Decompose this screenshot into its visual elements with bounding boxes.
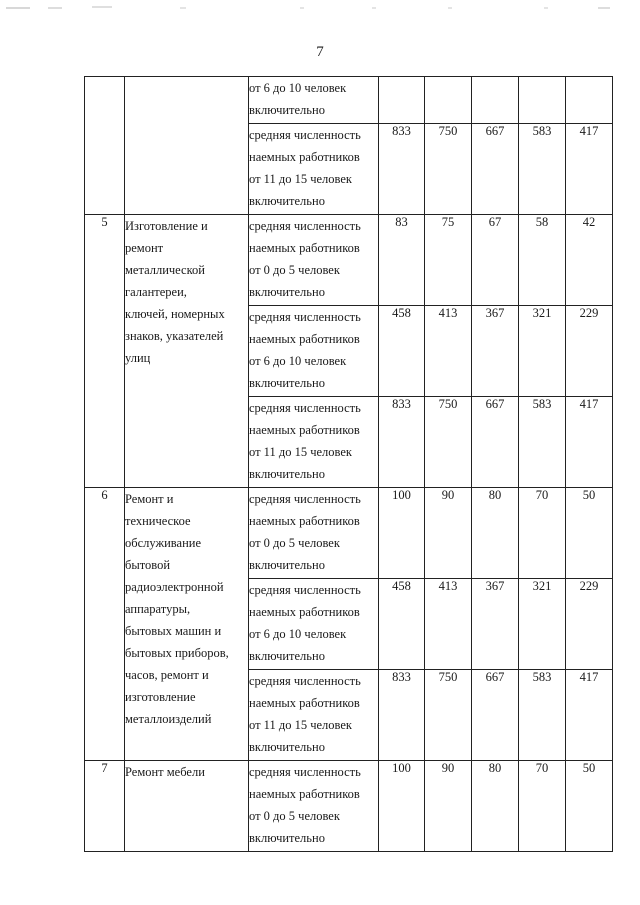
table-row — [85, 77, 613, 124]
table-row — [85, 761, 613, 852]
employee-count-criterion-cell — [249, 77, 379, 124]
criterion-line: наемных работников — [249, 787, 360, 801]
activity-name-line: радиоэлектронной — [125, 580, 224, 594]
criterion-line: включительно — [249, 285, 325, 299]
criterion-line: средняя численность — [249, 401, 361, 415]
activity-name-line: галантереи, — [125, 285, 187, 299]
rate-value-cell: 417 — [566, 670, 613, 761]
rate-value-cell: 90 — [425, 488, 472, 579]
criterion-line: наемных работников — [249, 332, 360, 346]
criterion-line: от 0 до 5 человек — [249, 809, 340, 823]
criterion-line: средняя численность — [249, 492, 361, 506]
criterion-line: от 11 до 15 человек — [249, 445, 352, 459]
criterion-line: включительно — [249, 194, 325, 208]
rate-value-cell: 413 — [425, 579, 472, 670]
activity-name-line: металлоизделий — [125, 712, 212, 726]
rate-value-cell: 367 — [472, 579, 519, 670]
employee-count-criterion-cell — [249, 124, 379, 215]
employee-count-criterion-cell — [249, 215, 379, 306]
criterion-line: включительно — [249, 103, 325, 117]
criterion-line: средняя численность — [249, 583, 361, 597]
rate-value-cell: 667 — [472, 670, 519, 761]
table-row — [85, 215, 613, 306]
activity-name-line: Изготовление и — [125, 219, 208, 233]
rate-value-cell — [425, 77, 472, 124]
rate-value-cell — [472, 77, 519, 124]
activity-name-cell — [125, 488, 249, 761]
rate-value-cell — [379, 77, 425, 124]
employee-count-criterion-cell — [249, 761, 379, 852]
activity-name-line: аппаратуры, — [125, 602, 191, 616]
page-number: 7 — [316, 44, 324, 60]
criterion-line: включительно — [249, 649, 325, 663]
criterion-line: от 0 до 5 человек — [249, 536, 340, 550]
rate-value-cell: 417 — [566, 124, 613, 215]
employee-count-criterion-cell — [249, 397, 379, 488]
activity-name-line: бытовых машин и — [125, 624, 222, 638]
activity-name-cell — [125, 77, 249, 215]
activity-name-line: бытовых приборов, — [125, 646, 229, 660]
activity-name-line: ремонт — [125, 241, 164, 255]
rate-value-cell: 58 — [519, 215, 566, 306]
criterion-line: средняя численность — [249, 765, 361, 779]
rate-value-cell: 42 — [566, 215, 613, 306]
criterion-line: включительно — [249, 376, 325, 390]
criterion-line: наемных работников — [249, 514, 360, 528]
rate-value-cell: 321 — [519, 306, 566, 397]
rate-value-cell: 583 — [519, 124, 566, 215]
rate-value-cell: 321 — [519, 579, 566, 670]
criterion-line: наемных работников — [249, 605, 360, 619]
rate-value-cell: 100 — [379, 761, 425, 852]
rate-value-cell: 90 — [425, 761, 472, 852]
criterion-line: наемных работников — [249, 696, 360, 710]
rate-value-cell: 50 — [566, 761, 613, 852]
activity-name-cell — [125, 215, 249, 488]
rate-value-cell: 750 — [425, 124, 472, 215]
row-number-cell: 5 — [85, 215, 125, 488]
criterion-line: средняя численность — [249, 128, 361, 142]
employee-count-criterion-cell — [249, 488, 379, 579]
rate-value-cell: 100 — [379, 488, 425, 579]
criterion-line: от 6 до 10 человек — [249, 354, 347, 368]
employee-count-criterion-cell — [249, 579, 379, 670]
rate-value-cell: 458 — [379, 306, 425, 397]
rate-value-cell: 417 — [566, 397, 613, 488]
activity-name-line: техническое — [125, 514, 191, 528]
rate-value-cell: 667 — [472, 124, 519, 215]
activity-name-cell — [125, 761, 249, 852]
criterion-line: от 0 до 5 человек — [249, 263, 340, 277]
rate-value-cell: 750 — [425, 670, 472, 761]
rate-value-cell: 833 — [379, 397, 425, 488]
criterion-line: включительно — [249, 831, 325, 845]
criterion-line: наемных работников — [249, 150, 360, 164]
activity-name-line: Ремонт и — [125, 492, 174, 506]
criterion-line: наемных работников — [249, 241, 360, 255]
rate-value-cell: 367 — [472, 306, 519, 397]
rate-value-cell: 229 — [566, 306, 613, 397]
employee-count-criterion-cell — [249, 306, 379, 397]
rate-value-cell: 583 — [519, 397, 566, 488]
activity-name-line: ключей, номерных — [125, 307, 225, 321]
rate-value-cell: 583 — [519, 670, 566, 761]
row-number-cell — [85, 77, 125, 215]
rate-value-cell: 667 — [472, 397, 519, 488]
activity-name-line: Ремонт мебели — [125, 765, 205, 779]
activity-name-line: часов, ремонт и — [125, 668, 209, 682]
criterion-line: средняя численность — [249, 310, 361, 324]
criterion-line: от 11 до 15 человек — [249, 172, 352, 186]
rate-value-cell: 75 — [425, 215, 472, 306]
criterion-line: включительно — [249, 467, 325, 481]
activity-name-line: бытовой — [125, 558, 171, 572]
activity-name-line: улиц — [125, 351, 151, 365]
criterion-line: наемных работников — [249, 423, 360, 437]
table-row — [85, 488, 613, 579]
rate-value-cell — [566, 77, 613, 124]
criterion-line: от 6 до 10 человек — [249, 627, 347, 641]
criterion-line: от 6 до 10 человек — [249, 81, 347, 95]
criterion-line: средняя численность — [249, 219, 361, 233]
rate-value-cell: 833 — [379, 670, 425, 761]
rate-value-cell: 67 — [472, 215, 519, 306]
rate-value-cell: 83 — [379, 215, 425, 306]
rate-value-cell: 80 — [472, 488, 519, 579]
row-number-cell: 6 — [85, 488, 125, 761]
rate-value-cell: 70 — [519, 488, 566, 579]
rate-value-cell: 80 — [472, 761, 519, 852]
rate-value-cell: 70 — [519, 761, 566, 852]
activity-name-line: металлической — [125, 263, 205, 277]
criterion-line: средняя численность — [249, 674, 361, 688]
rate-value-cell: 229 — [566, 579, 613, 670]
rate-value-cell: 458 — [379, 579, 425, 670]
rate-value-cell: 833 — [379, 124, 425, 215]
rate-value-cell: 413 — [425, 306, 472, 397]
activity-name-line: знаков, указателей — [125, 329, 224, 343]
rate-value-cell: 50 — [566, 488, 613, 579]
employee-count-criterion-cell — [249, 670, 379, 761]
activity-name-line: обслуживание — [125, 536, 202, 550]
criterion-line: включительно — [249, 558, 325, 572]
criterion-line: от 11 до 15 человек — [249, 718, 352, 732]
scan-artifact-marks — [0, 0, 640, 20]
criterion-line: включительно — [249, 740, 325, 754]
rate-value-cell: 750 — [425, 397, 472, 488]
activity-name-line: изготовление — [125, 690, 196, 704]
rate-value-cell — [519, 77, 566, 124]
tariff-table — [84, 76, 613, 852]
row-number-cell: 7 — [85, 761, 125, 852]
